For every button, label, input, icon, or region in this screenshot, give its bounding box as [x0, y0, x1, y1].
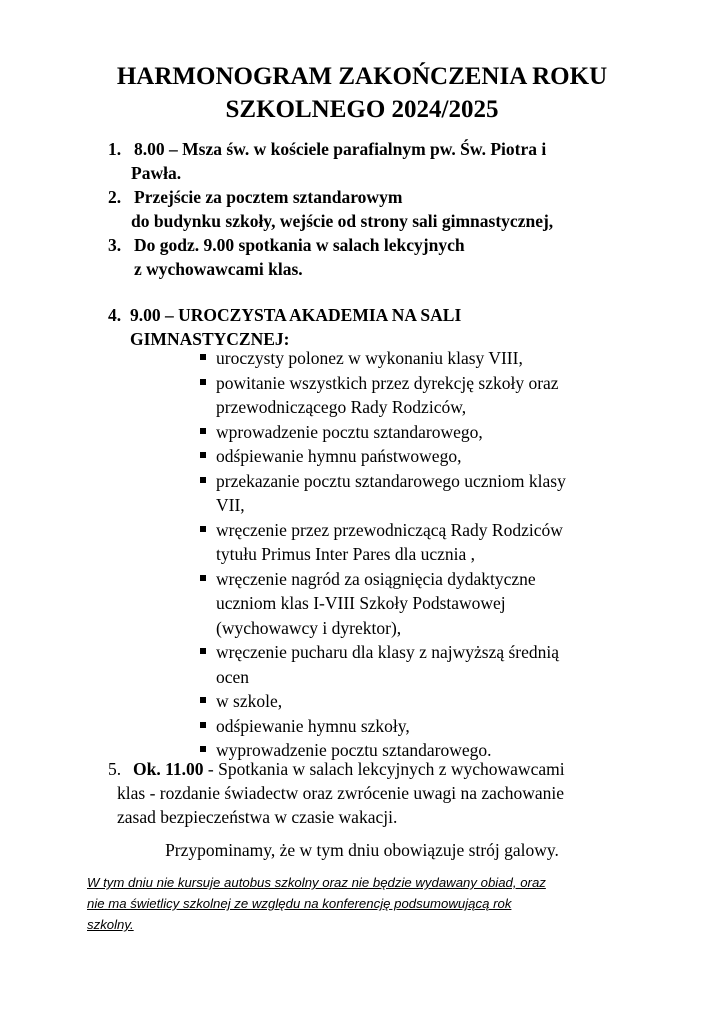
item-line: 8.00 – Msza św. w kościele parafialnym pw. Św. Piotra i: [134, 139, 547, 159]
transport-note: [87, 872, 647, 935]
schedule-item-2: [108, 185, 668, 233]
item-line: z wychowawcami klas.: [134, 259, 303, 279]
program-list-item: uroczysty polonez w wykonaniu klasy VIII,: [200, 346, 620, 371]
square-bullet-icon: [200, 697, 206, 703]
item-number: 2.: [108, 187, 122, 207]
schedule-item-4: [108, 303, 668, 351]
item-number: 3.: [108, 235, 122, 255]
item-line: - Spotkania w salach lekcyjnych z wychowawcami: [203, 759, 565, 779]
square-bullet-icon: [200, 722, 206, 728]
item-number: 1.: [108, 139, 122, 159]
item-line: do budynku szkoły, wejście od strony sali gimnastycznej,: [131, 211, 554, 231]
program-list-item: wręczenie przez przewodniczącą Rady Rodziców tytułu Primus Inter Pares dla ucznia ,: [200, 518, 620, 567]
square-bullet-icon: [200, 452, 206, 458]
square-bullet-icon: [200, 746, 206, 752]
program-list-item: odśpiewanie hymnu szkoły,: [200, 714, 620, 739]
square-bullet-icon: [200, 648, 206, 654]
schedule-item-5: [108, 757, 668, 829]
note-line: W tym dniu nie kursuje autobus szkolny oraz nie będzie wydawany obiad, oraz: [87, 875, 546, 890]
dress-code-reminder: Przypominamy, że w tym dniu obowiązuje strój galowy.: [165, 840, 559, 860]
program-list-item: powitanie wszystkich przez dyrekcję szkoły oraz przewodniczącego Rady Rodziców,: [200, 371, 620, 420]
title-line-2: SZKOLNEGO 2024/2025: [225, 96, 499, 123]
item-line: Do godz. 9.00 spotkania w salach lekcyjnych: [134, 235, 465, 255]
program-list-item: w szkole,: [200, 689, 620, 714]
document-title: [0, 60, 724, 126]
program-list-item: wyprowadzenie pocztu sztandarowego.: [200, 738, 620, 763]
item-number: 4.: [108, 305, 122, 325]
item-line: Przejście za pocztem sztandarowym: [134, 187, 403, 207]
item-line: zasad bezpieczeństwa w czasie wakacji.: [117, 807, 398, 827]
item-line: Pawła.: [131, 163, 182, 183]
item-number: 5.: [108, 759, 122, 779]
square-bullet-icon: [200, 379, 206, 385]
square-bullet-icon: [200, 477, 206, 483]
program-list-item: wręczenie pucharu dla klasy z najwyższą średnią ocen: [200, 640, 620, 689]
ceremony-program-list: [200, 346, 620, 763]
item-time: Ok. 11.00: [133, 759, 204, 779]
program-list-item: wręczenie nagród za osiągnięcia dydaktyczne uczniom klas I-VIII Szkoły Podstawowej (wychowawcy i dyrektor),: [200, 567, 620, 641]
item-line: GIMNASTYCZNEJ:: [130, 329, 290, 349]
square-bullet-icon: [200, 428, 206, 434]
program-list-item: wprowadzenie pocztu sztandarowego,: [200, 420, 620, 445]
program-list-item: przekazanie pocztu sztandarowego uczniom klasy VII,: [200, 469, 620, 518]
square-bullet-icon: [200, 526, 206, 532]
item-line: klas - rozdanie świadectw oraz zwrócenie uwagi na zachowanie: [117, 783, 565, 803]
schedule-item-3: [108, 233, 668, 281]
note-line: szkolny.: [87, 917, 134, 932]
note-line: nie ma świetlicy szkolnej ze względu na konferencję podsumowującą rok: [87, 896, 512, 911]
schedule-item-1: [108, 137, 668, 185]
title-line-1: HARMONOGRAM ZAKOŃCZENIA ROKU: [116, 63, 608, 90]
program-list-item: odśpiewanie hymnu państwowego,: [200, 444, 620, 469]
square-bullet-icon: [200, 575, 206, 581]
square-bullet-icon: [200, 354, 206, 360]
item-line: 9.00 – UROCZYSTA AKADEMIA NA SALI: [130, 305, 462, 325]
